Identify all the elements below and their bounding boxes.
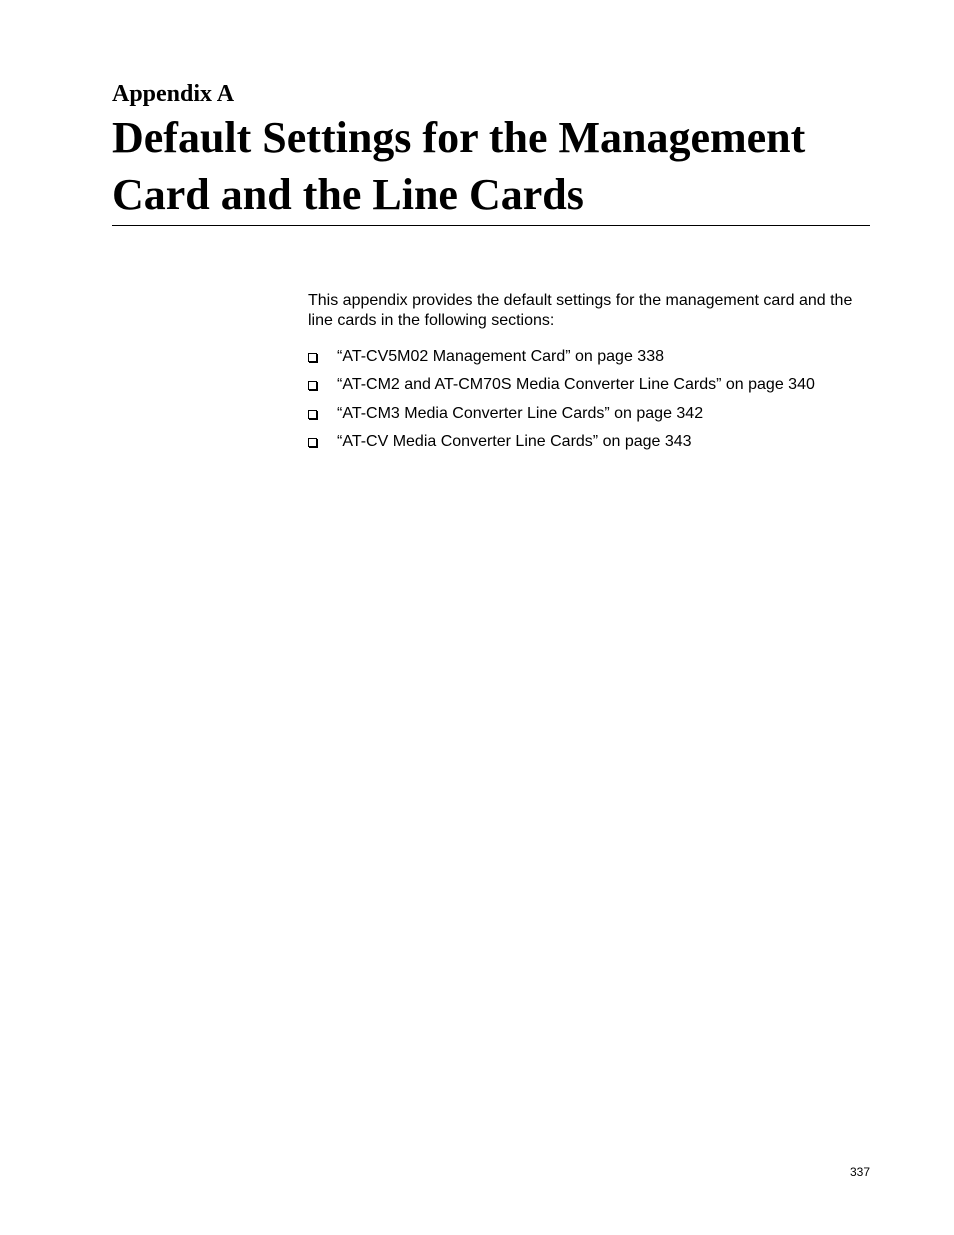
chapter-title-line-2: Card and the Line Cards xyxy=(112,170,584,219)
chapter-title xyxy=(112,109,872,223)
section-link-cm3-line-cards[interactable] xyxy=(308,404,908,424)
checkbox-square-icon xyxy=(308,438,317,447)
section-link-label: “AT-CV5M02 Management Card” on page 338 xyxy=(337,348,664,365)
checkbox-square-icon xyxy=(308,353,317,362)
title-divider xyxy=(112,225,870,226)
section-link-label: “AT-CV Media Converter Line Cards” on page 343 xyxy=(337,432,692,450)
section-link-label: “AT-CM3 Media Converter Line Cards” on page 342 xyxy=(337,404,704,422)
section-link-cv-line-cards[interactable] xyxy=(308,432,908,452)
section-link-cm2-cm70s-line-cards[interactable] xyxy=(308,375,908,395)
page-number: 337 xyxy=(849,1165,870,1179)
intro-paragraph: This appendix provides the default settings for the management card and the line cards in the following sections: xyxy=(308,292,853,329)
checkbox-square-icon xyxy=(308,410,317,419)
section-link-label: “AT-CM2 and AT-CM70S Media Converter Line Cards” on page 340 xyxy=(337,376,815,394)
checkbox-square-icon xyxy=(308,381,317,390)
chapter-title-line-1: Default Settings for the Management xyxy=(112,113,806,162)
section-link-management-card[interactable] xyxy=(308,347,908,367)
appendix-label: Appendix A xyxy=(112,81,235,107)
section-link-list xyxy=(308,347,908,460)
